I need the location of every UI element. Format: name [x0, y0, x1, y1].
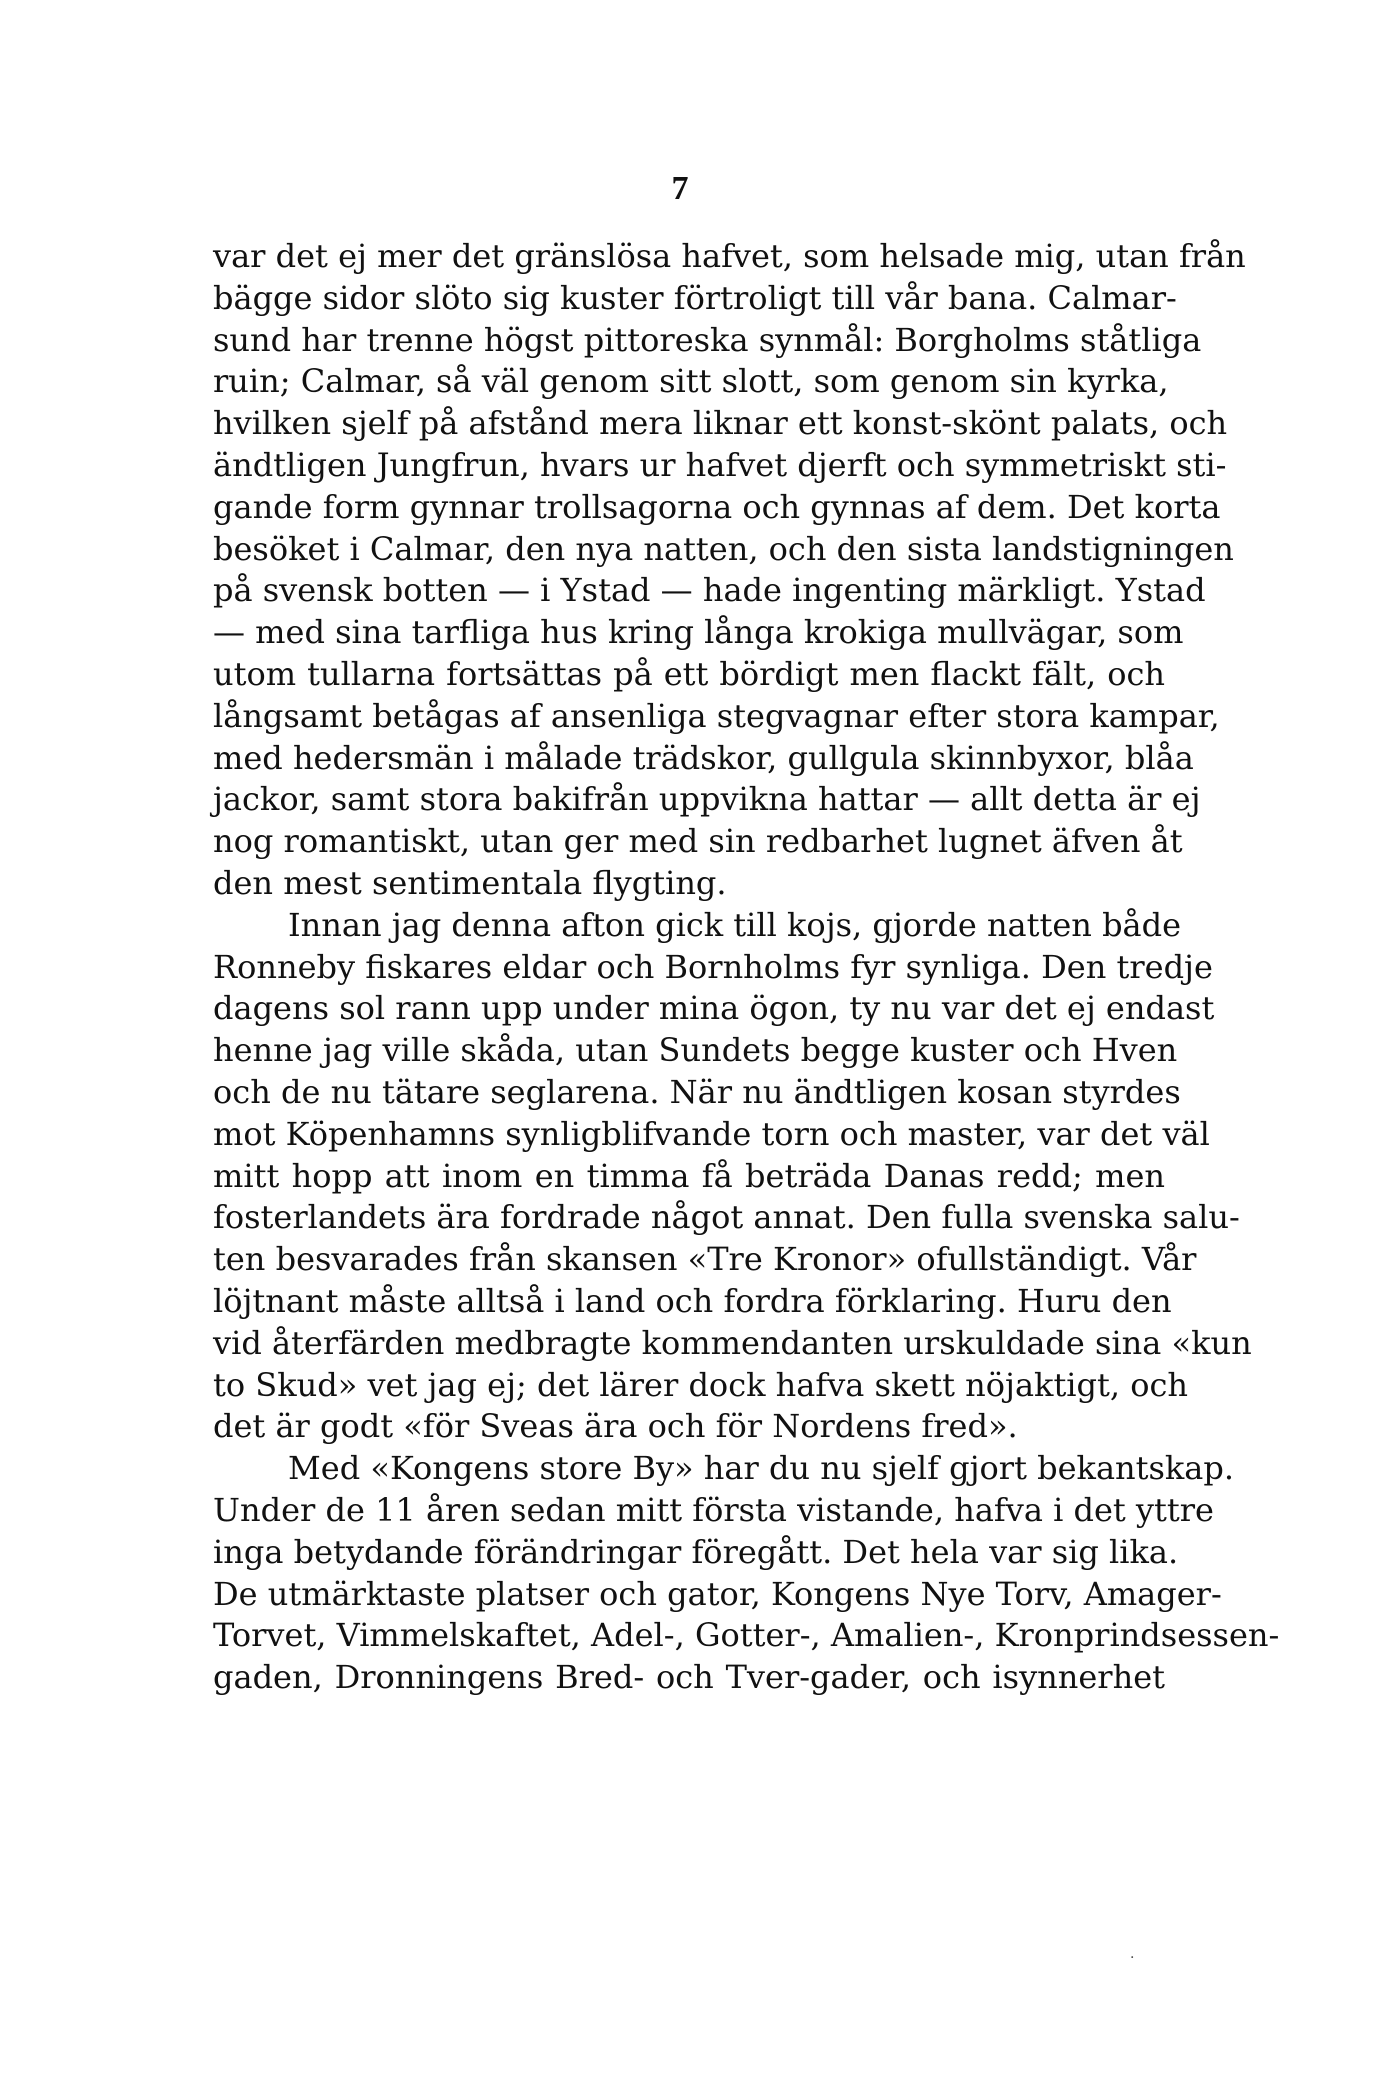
text-line: bägge sidor slöto sig kuster förtroligt till vår bana. Calmar- — [213, 278, 1177, 317]
text-line: Innan jag denna afton gick till kojs, gjorde natten både — [288, 905, 1182, 944]
text-line: fosterlandets ära fordrade något annat. Den fulla svenska salu- — [213, 1198, 1240, 1237]
text-line: gande form gynnar trollsagorna och gynnas af dem. Det korta — [213, 487, 1221, 526]
text-line: på svensk botten — i Ystad — hade ingenting märkligt. Ystad — [213, 571, 1206, 610]
text-line: ten besvarades från skansen «Tre Kronor» ofullständigt. Vår — [213, 1240, 1197, 1279]
text-line: långsamt betågas af ansenliga stegvagnar efter stora kampar, — [213, 696, 1220, 735]
text-line: gaden, Dronningens Bred- och Tver-gader, och isynnerhet — [213, 1658, 1165, 1697]
text-line: mitt hopp att inom en timma få beträda Danas redd; men — [213, 1156, 1165, 1195]
text-line: to Skud» vet jag ej; det lärer dock hafva skett nöjaktigt, och — [213, 1365, 1189, 1404]
text-line: och de nu tätare seglarena. När nu ändtligen kosan styrdes — [213, 1072, 1181, 1111]
text-line: den mest sentimentala flygting. — [213, 863, 727, 902]
text-line: inga betydande förändringar föregått. Det hela var sig lika. — [213, 1532, 1179, 1571]
text-line: löjtnant måste alltså i land och fordra förklaring. Huru den — [213, 1281, 1172, 1320]
text-line: henne jag ville skåda, utan Sundets begge kuster och Hven — [213, 1031, 1178, 1070]
text-line: vid återfärden medbragte kommendanten urskuldade sina «kun — [213, 1323, 1252, 1362]
text-line: Under de 11 åren sedan mitt första vistande, hafva i det yttre — [213, 1490, 1214, 1529]
text-line: dagens sol rann upp under mina ögon, ty nu var det ej endast — [213, 989, 1215, 1028]
text-line: hvilken sjelf på afstånd mera liknar ett konst-skönt palats, och — [213, 404, 1228, 443]
text-line: De utmärktaste platser och gator, Kongens Nye Torv, Amager- — [213, 1574, 1222, 1613]
text-line: var det ej mer det gränslösa hafvet, som helsade mig, utan från — [213, 237, 1246, 275]
text-line: Med «Kongens store By» har du nu sjelf gjort bekantskap. — [288, 1449, 1235, 1488]
text-line: ruin; Calmar, så väl genom sitt slott, som genom sin kyrka, — [213, 362, 1169, 401]
text-line: Ronneby fiskares eldar och Bornholms fyr synliga. Den tredje — [213, 947, 1213, 986]
text-line: nog romantiskt, utan ger med sin redbarhet lugnet äfven åt — [213, 822, 1183, 861]
body-text — [213, 236, 1280, 1699]
text-line: besöket i Calmar, den nya natten, och den sista landstigningen — [213, 529, 1234, 568]
text-line: — med sina tarfliga hus kring långa krokiga mullvägar, som — [213, 613, 1184, 652]
page-number: 7 — [671, 170, 689, 207]
text-line: mot Köpenhamns synligblifvande torn och master, var det väl — [213, 1114, 1210, 1153]
text-line: sund har trenne högst pittoreska synmål: Borgholms ståtliga — [213, 320, 1202, 359]
text-line: med hedersmän i målade trädskor, gullgula skinnbyxor, blåa — [213, 738, 1194, 777]
print-speck: · — [1130, 1950, 1135, 1966]
text-line: Torvet, Vimmelskaftet, Adel-, Gotter-, Amalien-, Kronprindsessen- — [213, 1616, 1280, 1655]
text-line: ändtligen Jungfrun, hvars ur hafvet djerft och symmetriskt sti- — [213, 445, 1227, 484]
text-line: jackor, samt stora bakifrån uppvikna hattar — allt detta är ej — [213, 780, 1201, 819]
text-line: det är godt «för Sveas ära och för Nordens fred». — [213, 1407, 1018, 1446]
text-line: utom tullarna fortsättas på ett bördigt men flackt fält, och — [213, 654, 1165, 693]
